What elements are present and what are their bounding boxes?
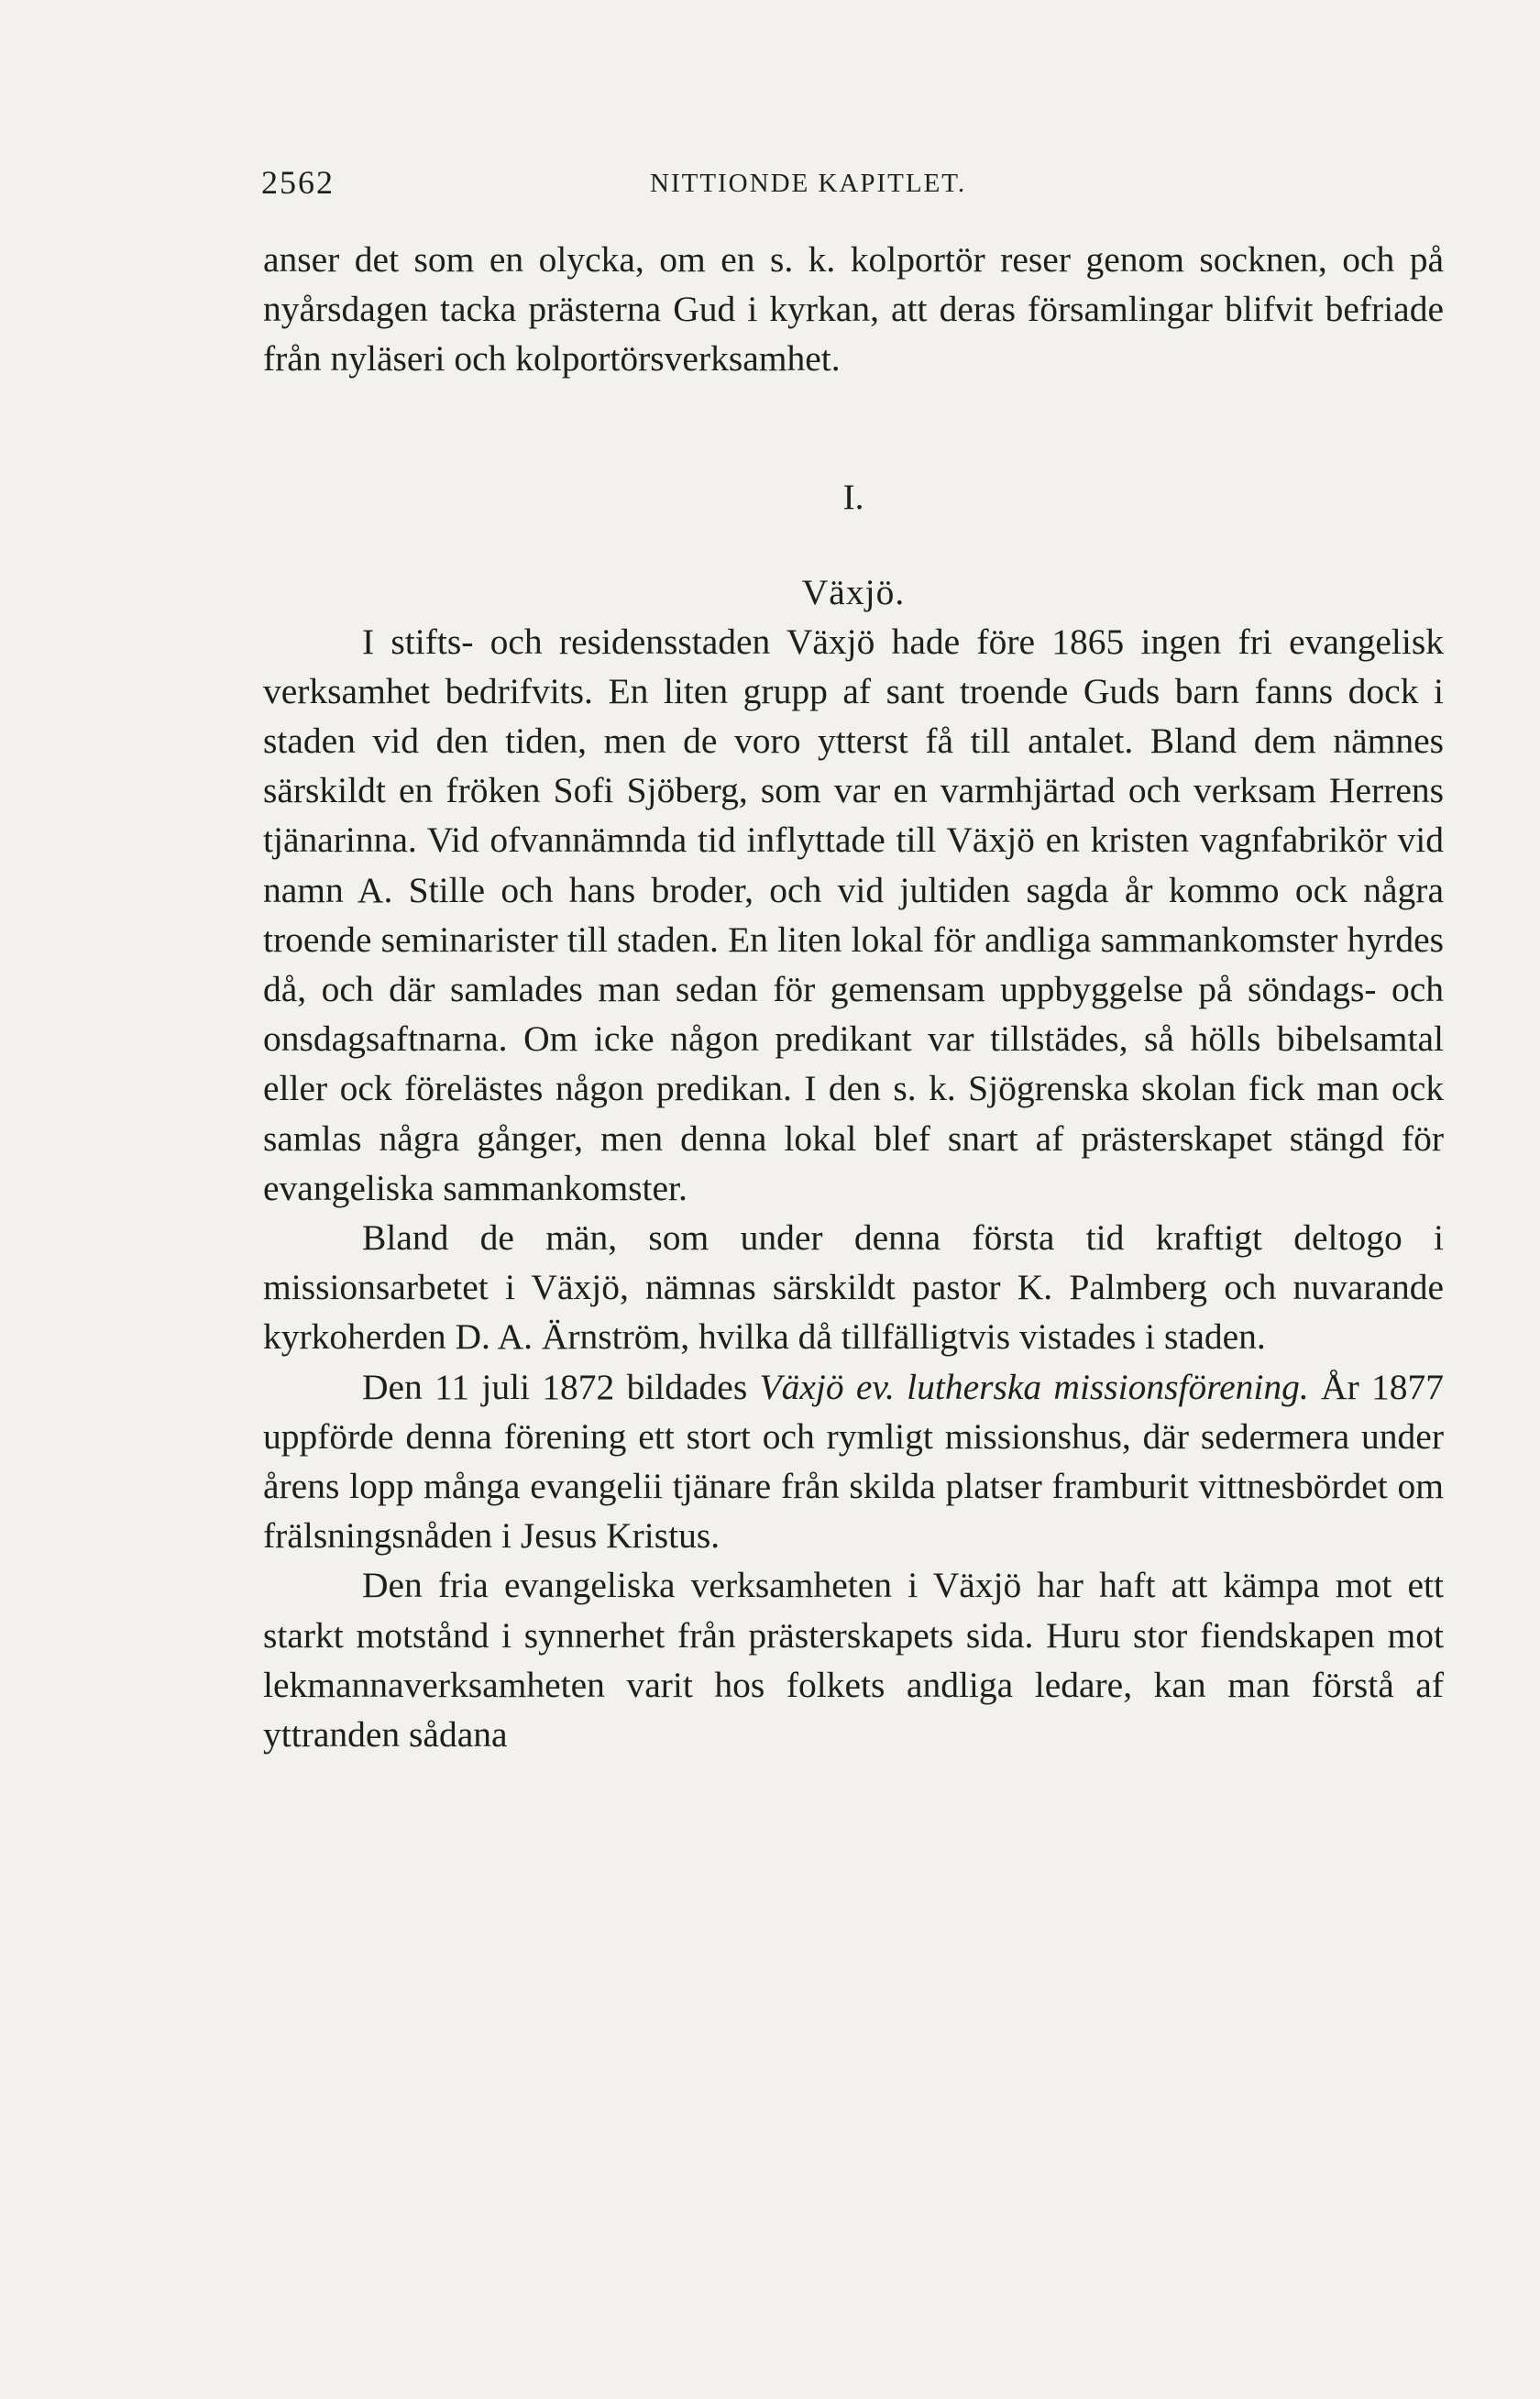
paragraph-3-text-start: Den 11 juli 1872 bildades xyxy=(362,1366,760,1407)
paragraph-1: I stifts- och residensstaden Växjö hade före 1865 ingen fri evangelisk verksamhet bedrifvits. En liten grupp af sant troende Guds barn fanns dock i staden vid den tiden, men de voro ytterst få till antalet. Bland dem nämnes särskildt en fröken Sofi Sjöberg, som var en varmhjärtad och verksam Herrens tjänarinna. Vid ofvannämnda tid inflyttade till Växjö en kristen vagnfabrikör vid namn A. Stille och hans broder, och vid jultiden sagda år kommo ock några troende seminarister till staden. En liten lokal för andliga sammankomster hyrdes då, och där samlades man sedan för gemensam uppbyggelse på söndags- och onsdagsaftnarna. Om icke någon predikant var tillstädes, så hölls bibelsamtal eller ock förelästes någon predikan. I den s. k. Sjögrenska skolan fick man ock samlas några gånger, men denna lokal blef snart af prästerskapet stängd för evangeliska sammankomster. xyxy=(263,621,1444,1208)
section-number: I. xyxy=(842,476,864,517)
society-name-italic: Växjö ev. lutherska missionsförening. xyxy=(759,1366,1309,1407)
paragraph-3-text-end: År 1877 uppförde denna förening ett stort och rymligt missionshus, där sedermera under årens lopp många evangelii tjänare från skilda platser framburit vittnesbördet om frälsningsnåden i Jesus Kristus. xyxy=(263,1366,1444,1557)
paragraph-3 xyxy=(263,1362,1444,1561)
page-body xyxy=(263,235,1444,1759)
paragraph-2: Bland de män, som under denna första tid kraftigt deltogo i missionsarbetet i Växjö, nämnas särskildt pastor K. Palmberg och nuvarande kyrkoherden D. A. Ärnström, hvilka då tillfälligtvis vistades i staden. xyxy=(263,1217,1444,1358)
running-head: NITTIONDE KAPITLET. xyxy=(650,169,967,198)
page-header xyxy=(261,163,1444,209)
paragraph-intro: anser det som en olycka, om en s. k. kolportör reser genom socknen, och på nyårsdagen tacka prästerna Gud i kyrkan, att deras församlingar blifvit befriade från nyläseri och kolportörsverksamhet. xyxy=(263,239,1444,380)
paragraph-4: Den fria evangeliska verksamheten i Växjö har haft att kämpa mot ett starkt motstånd i synnerhet från prästerskapets sida. Huru stor fiendskapen mot lekmannaverksamheten varit hos folkets andliga ledare, kan man förstå af yttranden sådana xyxy=(263,1565,1444,1755)
section-title: Växjö. xyxy=(801,571,906,612)
page-number: 2562 xyxy=(261,164,335,201)
